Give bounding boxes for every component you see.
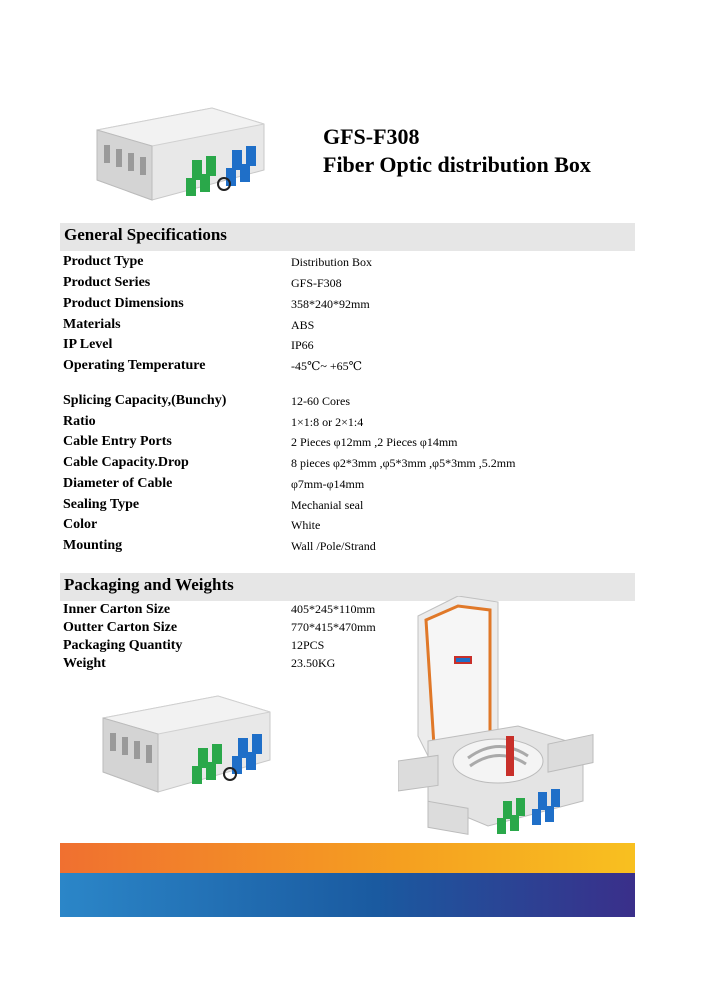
spec-value: Mechanial seal [291,498,364,512]
packaging-label: Inner Carton Size [63,602,171,617]
spec-value: Distribution Box [291,255,373,269]
spec-label: Product Type [63,254,144,269]
spec-value: 2 Pieces φ12mm ,2 Pieces φ14mm [291,435,458,449]
product-title: Fiber Optic distribution Box [323,152,591,177]
spec-label: Splicing Capacity,(Bunchy) [63,393,227,408]
spec-label: Mounting [63,538,123,553]
footer-band-blue [60,873,635,917]
spec-row [63,455,623,475]
spec-row [63,358,623,378]
packaging-value: 12PCS [291,638,325,652]
spec-value: 12-60 Cores [291,394,350,408]
model-title: GFS-F308 [323,124,420,149]
spec-value: GFS-F308 [291,276,342,290]
spec-label: IP Level [63,337,113,352]
spec-label: Color [63,517,98,532]
product-photo-closed-top [82,100,272,208]
packaging-label: Weight [63,656,106,671]
spec-label: Sealing Type [63,497,140,512]
product-photo-closed-bottom [88,688,278,800]
section-heading: General Specifications [64,225,227,244]
spec-value: 1×1:8 or 2×1:4 [291,415,364,429]
spec-value: φ7mm-φ14mm [291,477,365,491]
spec-row [63,393,623,413]
spec-label: Diameter of Cable [63,476,173,491]
spec-value: Wall /Pole/Strand [291,539,376,553]
spec-value: 358*240*92mm [291,297,370,311]
spec-value: White [291,518,321,532]
spec-label: Ratio [63,414,96,429]
spec-label: Cable Capacity.Drop [63,455,189,470]
footer-band-orange [60,843,635,873]
spec-row [63,337,623,357]
spec-value: 8 pieces φ2*3mm ,φ5*3mm ,φ5*3mm ,5.2mm [291,456,516,470]
spec-label: Product Series [63,275,151,290]
packaging-label: Packaging Quantity [63,638,183,653]
spec-label: Operating Temperature [63,358,206,373]
spec-value: -45℃~ +65℃ [291,359,363,373]
spec-row [63,476,623,496]
spec-value: ABS [291,318,315,332]
spec-label: Product Dimensions [63,296,184,311]
spec-value: IP66 [291,338,314,352]
section-heading: Packaging and Weights [64,575,234,594]
spec-row [63,517,623,537]
spec-label: Cable Entry Ports [63,434,172,449]
spec-row [63,434,623,454]
spec-row [63,497,623,517]
packaging-value: 770*415*470mm [291,620,376,634]
spec-row [63,538,623,558]
spec-row [63,317,623,337]
spec-row [63,414,623,434]
spec-row [63,296,623,316]
packaging-value: 23.50KG [291,656,336,670]
packaging-value: 405*245*110mm [291,602,376,616]
product-photo-open [398,596,598,844]
spec-label: Materials [63,317,121,332]
general-specifications-header [60,223,635,251]
spec-row [63,275,623,295]
spec-row [63,254,623,274]
packaging-label: Outter Carton Size [63,620,178,635]
